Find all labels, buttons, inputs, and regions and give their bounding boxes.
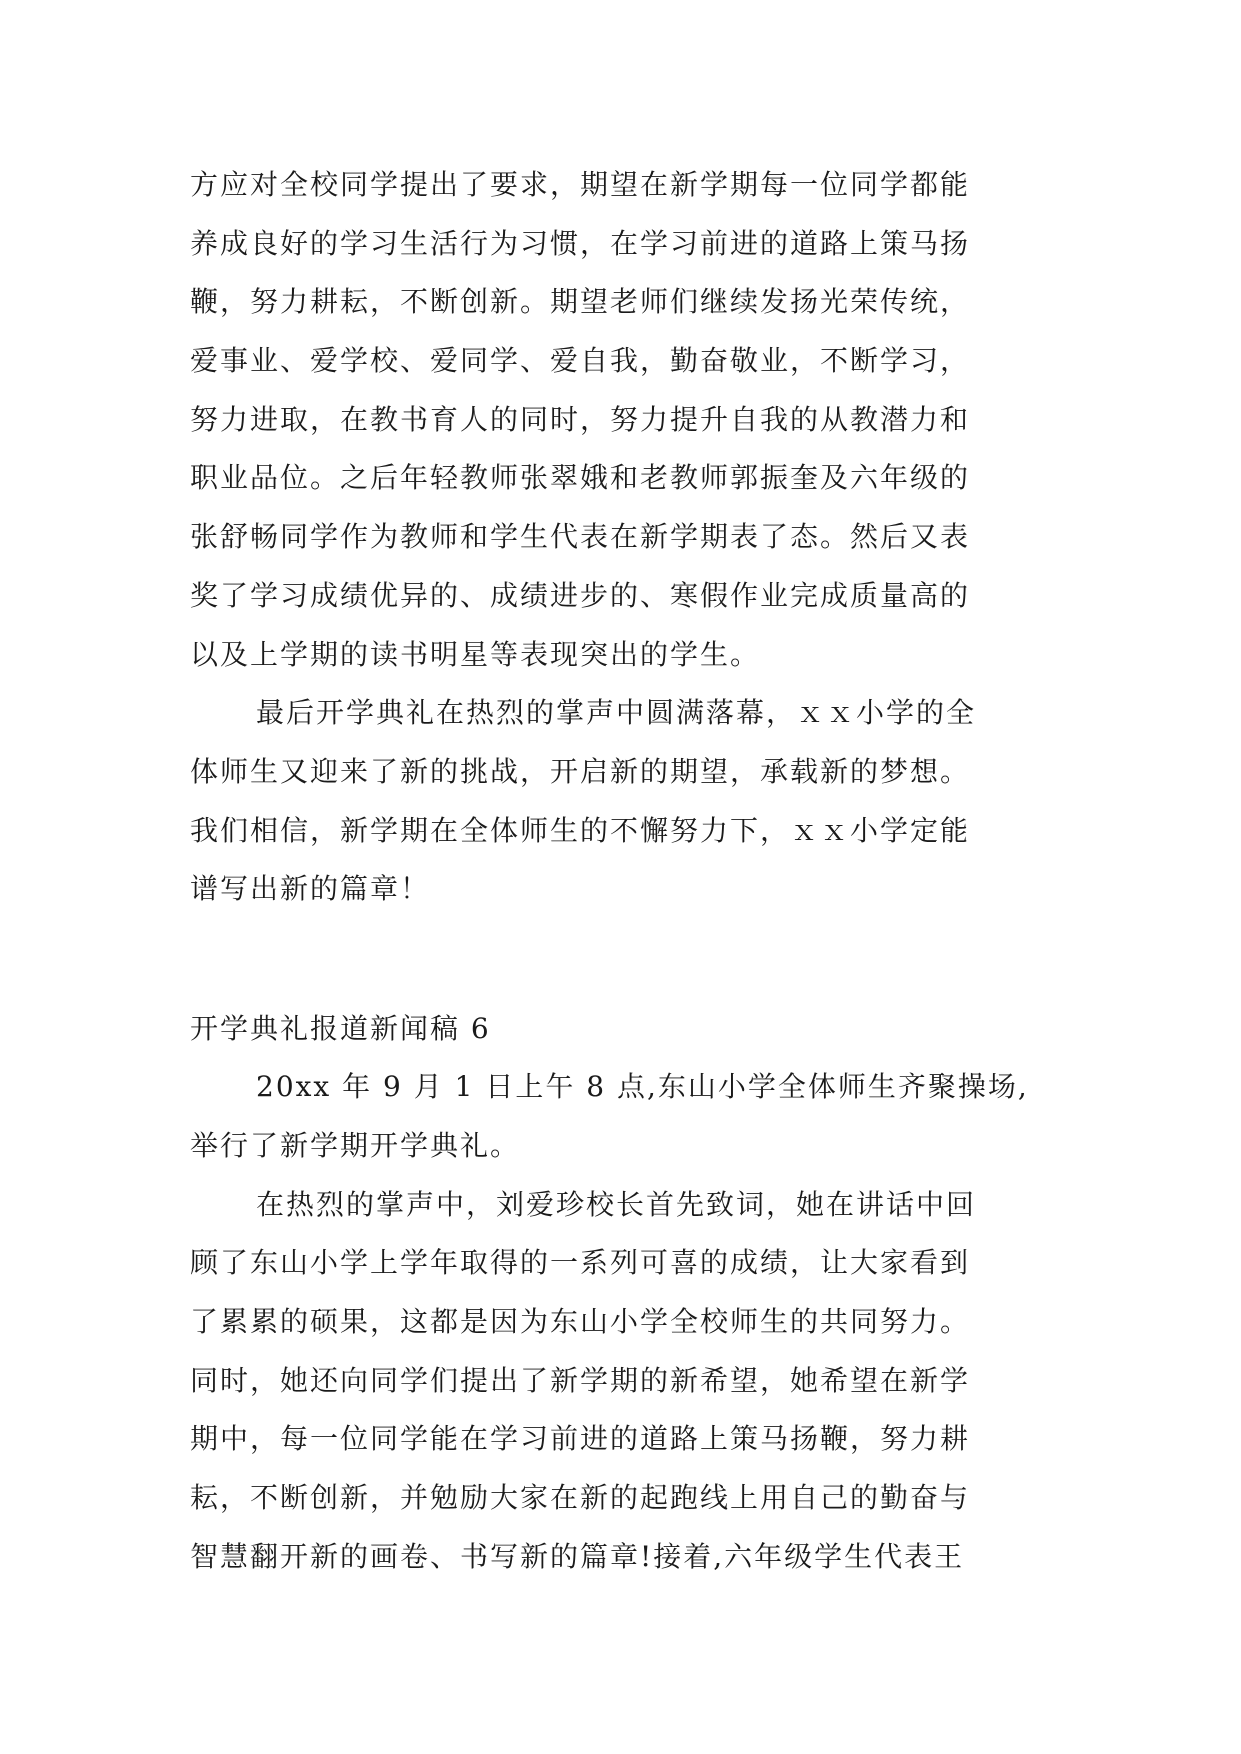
text-line: 期中，每一位同学能在学习前进的道路上策马扬鞭，努力耕 bbox=[190, 1422, 971, 1456]
text-line: 方应对全校同学提出了要求，期望在新学期每一位同学都能 bbox=[190, 168, 971, 201]
text-line: 智慧翻开新的画卷、书写新的篇章!接着,六年级学生代表王 bbox=[190, 1539, 965, 1573]
paragraph-continued bbox=[190, 156, 1060, 684]
text-line: 我们相信，新学期在全体师生的不懈努力下，ｘｘ小学定能 bbox=[190, 813, 971, 847]
paragraph-closing bbox=[190, 684, 1060, 919]
text-line: 体师生又迎来了新的挑战，开启新的期望，承载新的梦想。 bbox=[190, 754, 971, 788]
text-line: 同时，她还向同学们提出了新学期的新希望，她希望在新学 bbox=[190, 1363, 971, 1397]
paragraph-intro bbox=[190, 1058, 1060, 1175]
text-line: 耘，不断创新，并勉励大家在新的起跑线上用自己的勤奋与 bbox=[190, 1481, 971, 1515]
blank-line bbox=[190, 919, 1060, 978]
text-line: 奖了学习成绩优异的、成绩进步的、寒假作业完成质量高的 bbox=[190, 578, 971, 612]
text-line: 爱事业、爱学校、爱同学、爱自我，勤奋敬业，不断学习， bbox=[190, 344, 971, 378]
text-line: 努力进取，在教书育人的同时，努力提升自我的从教潜力和 bbox=[190, 402, 971, 436]
text-line: 最后开学典礼在热烈的掌声中圆满落幕，ｘｘ小学的全 bbox=[256, 696, 977, 730]
text-line: 张舒畅同学作为教师和学生代表在新学期表了态。然后又表 bbox=[190, 520, 971, 554]
text-line: 养成良好的学习生活行为习惯，在学习前进的道路上策马扬 bbox=[190, 226, 971, 260]
paragraph-speech bbox=[190, 1176, 1060, 1587]
document-body bbox=[190, 156, 1060, 1587]
text-line: 职业品位。之后年轻教师张翠娥和老教师郭振奎及六年级的 bbox=[190, 461, 971, 495]
text-line: 鞭，努力耕耘，不断创新。期望老师们继续发扬光荣传统， bbox=[190, 285, 971, 319]
section-heading: 开学典礼报道新闻稿 6 bbox=[190, 1011, 491, 1045]
text-line: 顾了东山小学上学年取得的一系列可喜的成绩，让大家看到 bbox=[190, 1246, 971, 1280]
text-line: 了累累的硕果，这都是因为东山小学全校师生的共同努力。 bbox=[190, 1305, 971, 1339]
text-line: 20xx 年 9 月 1 日上午 8 点,东山小学全体师生齐聚操场, bbox=[256, 1070, 1029, 1104]
text-line: 谱写出新的篇章！ bbox=[190, 872, 431, 906]
text-line: 以及上学期的读书明星等表现突出的学生。 bbox=[190, 637, 761, 671]
text-line: 在热烈的掌声中，刘爱珍校长首先致词，她在讲话中回 bbox=[256, 1187, 977, 1221]
text-line: 举行了新学期开学典礼。 bbox=[190, 1129, 521, 1162]
